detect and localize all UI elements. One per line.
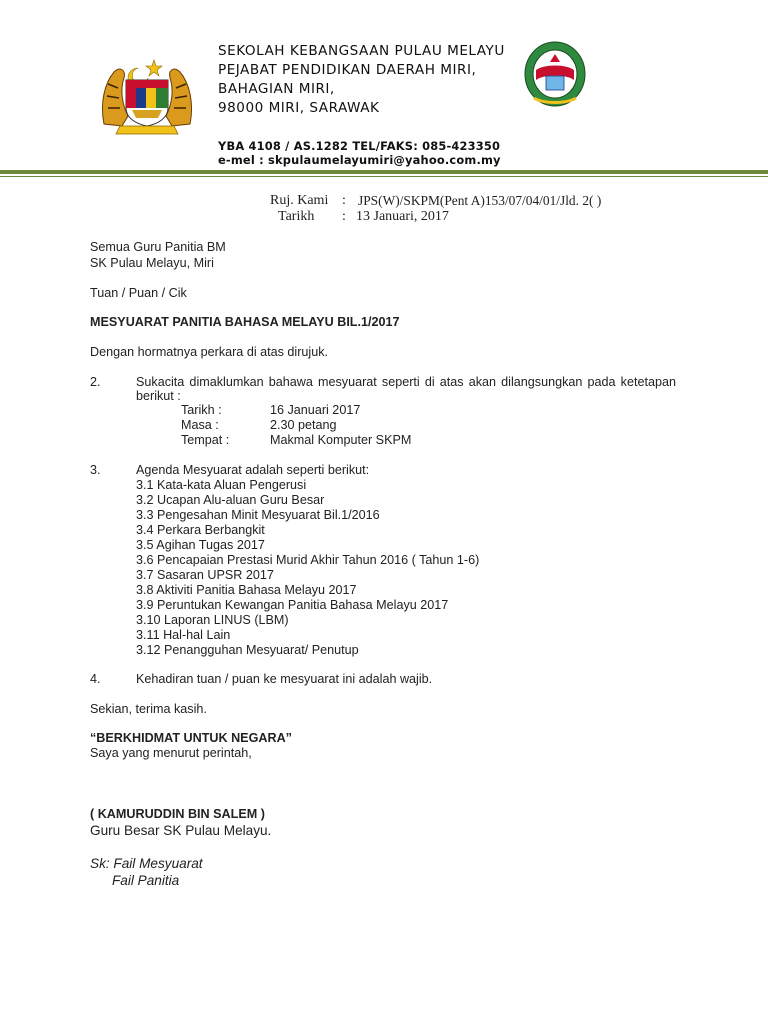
agenda-item: 3.4 Perkara Berbangkit [136, 523, 265, 537]
letterhead-divider [0, 170, 768, 174]
school-address-block [218, 42, 528, 118]
agenda-title: Agenda Mesyuarat adalah seperti berikut: [136, 463, 370, 477]
agenda-item: 3.12 Penangguhan Mesyuarat/ Penutup [136, 643, 359, 657]
agenda-item: 3.2 Ucapan Alu-aluan Guru Besar [136, 493, 325, 507]
ruj-label: Ruj. Kami [270, 193, 329, 208]
tarikh-label: Tarikh [278, 209, 315, 224]
tarikh-colon: : [342, 209, 346, 224]
division: BAHAGIAN MIRI, [218, 81, 335, 97]
cc-line-1: Sk: Fail Mesyuarat [90, 856, 203, 871]
detail-value-time: 2.30 petang [270, 418, 337, 432]
closing-line: Sekian, terima kasih. [90, 702, 207, 716]
detail-value-venue: Makmal Komputer SKPM [270, 433, 412, 447]
para-4-text: Kehadiran tuan / puan ke mesyuarat ini adalah wajib. [136, 672, 433, 686]
school-name: SEKOLAH KEBANGSAAN PULAU MELAYU [218, 43, 505, 59]
detail-label-time: Masa : [181, 418, 219, 432]
school-badge-icon [524, 40, 586, 108]
agenda-item: 3.5 Agihan Tugas 2017 [136, 538, 265, 552]
agenda-item: 3.7 Sasaran UPSR 2017 [136, 568, 274, 582]
recipient-line-1: Semua Guru Panitia BM [90, 240, 226, 254]
ruj-value: JPS(W)/SKPM(Pent A)153/07/04/01/Jld. 2( ) [358, 193, 602, 208]
agenda-item: 3.8 Aktiviti Panitia Bahasa Melayu 2017 [136, 583, 357, 597]
para-3-number: 3. [90, 463, 101, 477]
recipient-line-2: SK Pulau Melayu, Miri [90, 256, 214, 270]
signatory-name: ( KAMURUDDIN BIN SALEM ) [90, 807, 265, 821]
detail-label-date: Tarikh : [181, 403, 222, 417]
intro-paragraph: Dengan hormatnya perkara di atas dirujuk. [90, 345, 329, 359]
cc-line-2: Fail Panitia [112, 873, 180, 888]
detail-label-venue: Tempat : [181, 433, 230, 447]
agenda-item: 3.3 Pengesahan Minit Mesyuarat Bil.1/2016 [136, 508, 380, 522]
detail-value-date: 16 Januari 2017 [270, 403, 361, 417]
para-4-number: 4. [90, 672, 101, 686]
contact-block [218, 140, 501, 167]
para-2-text: Sukacita dimaklumkan bahawa mesyuarat seperti di atas akan dilangsungkan pada ketetapan berikut : [136, 375, 676, 403]
salutation: Tuan / Puan / Cik [90, 286, 187, 300]
letterhead-divider-thin [0, 176, 768, 177]
tarikh-value: 13 Januari, 2017 [356, 209, 449, 224]
agenda-item: 3.11 Hal-hal Lain [136, 628, 231, 642]
agenda-item: 3.9 Peruntukan Kewangan Panitia Bahasa Melayu 2017 [136, 598, 449, 612]
agenda-item: 3.1 Kata-kata Aluan Pengerusi [136, 478, 307, 492]
agenda-item: 3.6 Pencapaian Prestasi Murid Akhir Tahun 2016 ( Tahun 1-6) [136, 553, 480, 567]
ruj-colon: : [342, 193, 346, 208]
postcode-city: 98000 MIRI, SARAWAK [218, 100, 380, 116]
signatory-title: Guru Besar SK Pulau Melayu. [90, 823, 272, 838]
malaysia-coat-of-arms-icon [98, 54, 196, 138]
district-office: PEJABAT PENDIDIKAN DAERAH MIRI, [218, 62, 477, 78]
subject-heading: MESYUARAT PANITIA BAHASA MELAYU BIL.1/2017 [90, 315, 400, 329]
motto: “BERKHIDMAT UNTUK NEGARA” [90, 731, 292, 745]
para-2-number: 2. [90, 375, 101, 389]
yours-faithfully: Saya yang menurut perintah, [90, 746, 252, 760]
email-line: e-mel : skpulaumelayumiri@yahoo.com.my [218, 152, 501, 167]
agenda-item: 3.10 Laporan LINUS (LBM) [136, 613, 289, 627]
phone-line: YBA 4108 / AS.1282 TEL/FAKS: 085-423350 [218, 139, 501, 153]
